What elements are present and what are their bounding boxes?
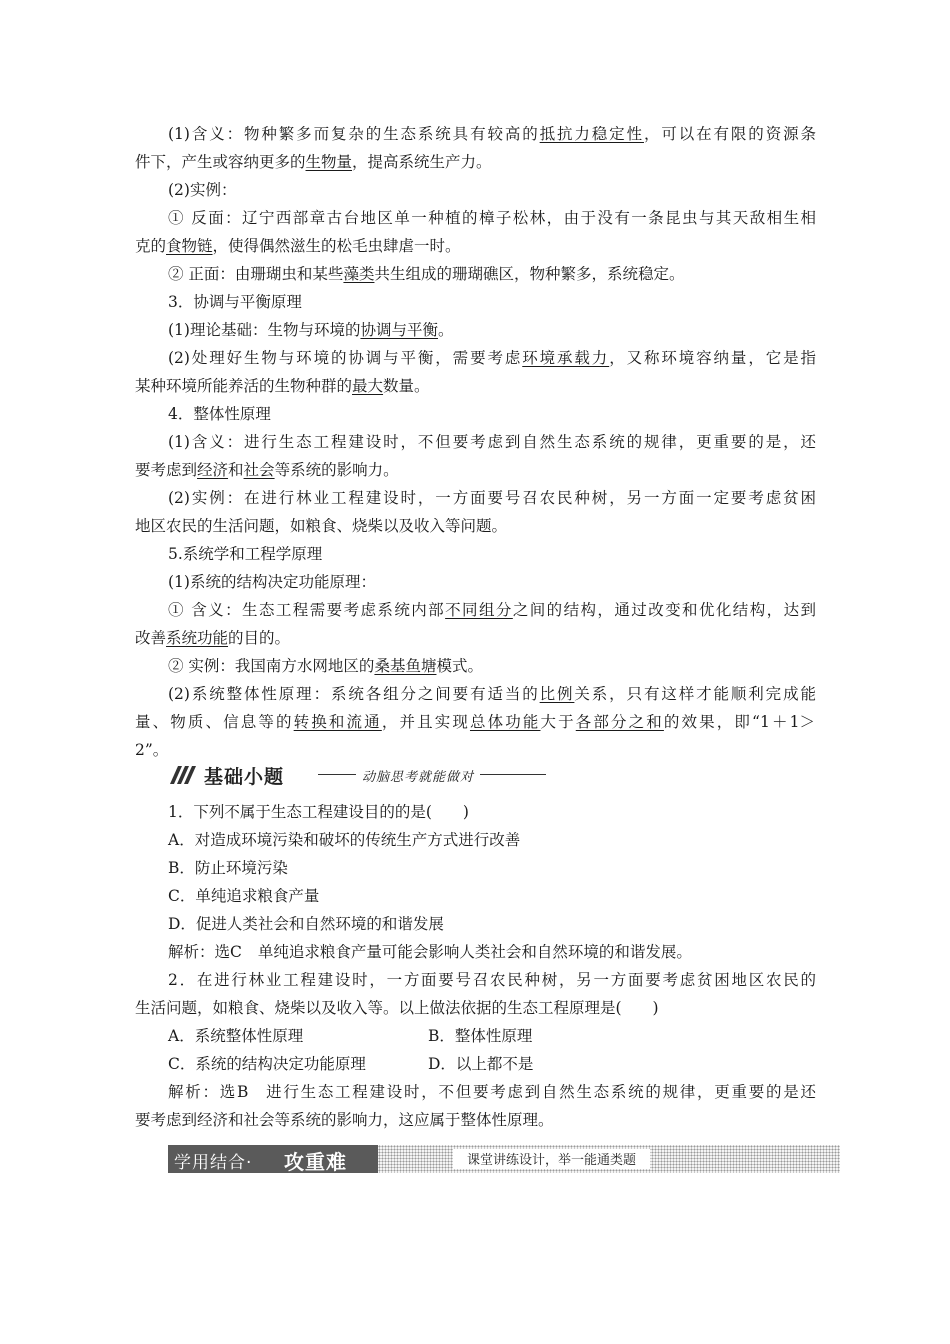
text-line: (1)含义：进行生态工程建设时，不但要考虑到自然生态系统的规律，更重要的是，还 [168,433,816,451]
text-line: 要考虑到经济和社会等系统的影响力。 [135,461,399,479]
text-line: 克的食物链，使得偶然滋生的松毛虫肆虐一时。 [135,237,461,255]
text-line: 量、物质、信息等的转换和流通，并且实现总体功能大于各部分之和的效果，即“1＋1＞ [135,713,815,731]
text-line: 件下，产生或容纳更多的生物量，提高系统生产力。 [135,153,492,171]
section-subtitle: 课堂讲练设计，举一能通类题 [467,1153,637,1168]
section-heading: 3．协调与平衡原理 [168,293,302,311]
text-line: 某种环境所能养活的生物种群的最大数量。 [135,377,430,395]
underlined-term: 不同组分 [445,601,513,619]
underlined-term: 最大 [352,377,384,395]
answer-analysis: 要考虑到经济和社会等系统的影响力，这应属于整体性原理。 [135,1111,554,1129]
question-option: D．促进人类社会和自然环境的和谐发展 [168,915,444,933]
text-line: ① 反面：辽宁西部章古台地区单一种植的樟子松林，由于没有一条昆虫与其天敌相生相 [168,209,816,227]
underlined-term: 各部分之和 [575,713,664,731]
question-option: C．单纯追求粮食产量 [168,887,320,905]
underlined-term: 总体功能 [469,713,541,731]
text-line: (1)系统的结构决定功能原理： [168,573,376,591]
question-option: D．以上都不是 [428,1055,534,1073]
question-option-row: C．系统的结构决定功能原理 [168,1055,366,1073]
text-line: ② 正面：由珊瑚虫和某些藻类共生组成的珊瑚礁区，物种繁多，系统稳定。 [168,265,685,283]
section-header-basic [168,760,548,790]
text-line: ② 实例：我国南方水网地区的桑基鱼塘模式。 [168,657,483,675]
section-header-practice [168,1145,840,1173]
question-option: A．对造成环境污染和破坏的传统生产方式进行改善 [168,831,521,849]
text-line: 地区农民的生活问题，如粮食、烧柴以及收入等问题。 [135,517,508,535]
text-line: (1)含义：物种繁多而复杂的生态系统具有较高的抵抗力稳定性，可以在有限的资源条 [168,125,816,143]
section-subtitle: 动脑思考就能做对 [356,766,480,785]
underlined-term: 转换和流通 [293,713,382,731]
section-title: 基础小题 [204,766,285,788]
question-stem: 1．下列不属于生态工程建设目的的是( ) [168,803,469,821]
underlined-term: 生物量 [305,153,353,171]
question-stem: 2．在进行林业工程建设时，一方面要号召农民种树，另一方面要考虑贫困地区农民的 [168,971,816,989]
underlined-term: 社会 [243,461,275,479]
underlined-term: 环境承载力 [522,349,610,367]
section-title: 攻重难 [284,1150,347,1174]
underlined-term: 协调与平衡 [360,321,438,339]
text-line: ① 含义：生态工程需要考虑系统内部不同组分之间的结构，通过改变和优化结构，达到 [168,601,816,619]
underlined-term: 比例 [539,685,575,703]
answer-analysis: 解析：选B 进行生态工程建设时，不但要考虑到自然生态系统的规律，更重要的是还 [168,1083,816,1101]
question-stem: 生活问题，如粮食、烧柴以及收入等。以上做法依据的生态工程原理是( ) [135,999,659,1017]
text-line: (2)处理好生物与环境的协调与平衡，需要考虑环境承载力，又称环境容纳量，它是指 [168,349,816,367]
text-line: (2)实例：在进行林业工程建设时，一方面要号召农民种树，另一方面一定要考虑贫困 [168,489,816,507]
question-option: B．整体性原理 [428,1027,533,1045]
underlined-term: 经济 [197,461,229,479]
underlined-term: 食物链 [166,237,213,255]
section-heading: 4．整体性原理 [168,405,271,423]
section-heading: 5.系统学和工程学原理 [168,545,323,563]
text-line: (2)实例： [168,181,237,199]
text-line: 改善系统功能的目的。 [135,629,291,647]
subtitle-box [453,1149,650,1169]
underlined-term: 系统功能 [166,629,229,647]
text-line: (2)系统整体性原理：系统各组分之间要有适当的比例关系，只有这样才能顺利完成能 [168,685,816,703]
text-line: 2”。 [135,741,169,759]
text-line: (1)理论基础：生物与环境的协调与平衡。 [168,321,454,339]
underlined-term: 桑基鱼塘 [374,657,437,675]
underlined-term: 藻类 [343,265,375,283]
answer-analysis: 解析：选C 单纯追求粮食产量可能会影响人类社会和自然环境的和谐发展。 [168,943,692,961]
question-option: B．防止环境污染 [168,859,288,877]
section-title-prefix: 学用结合· [174,1153,253,1173]
underlined-term: 抵抗力稳定性 [539,125,644,143]
stripes-icon [170,766,204,784]
question-option-row: A．系统整体性原理 [168,1027,304,1045]
